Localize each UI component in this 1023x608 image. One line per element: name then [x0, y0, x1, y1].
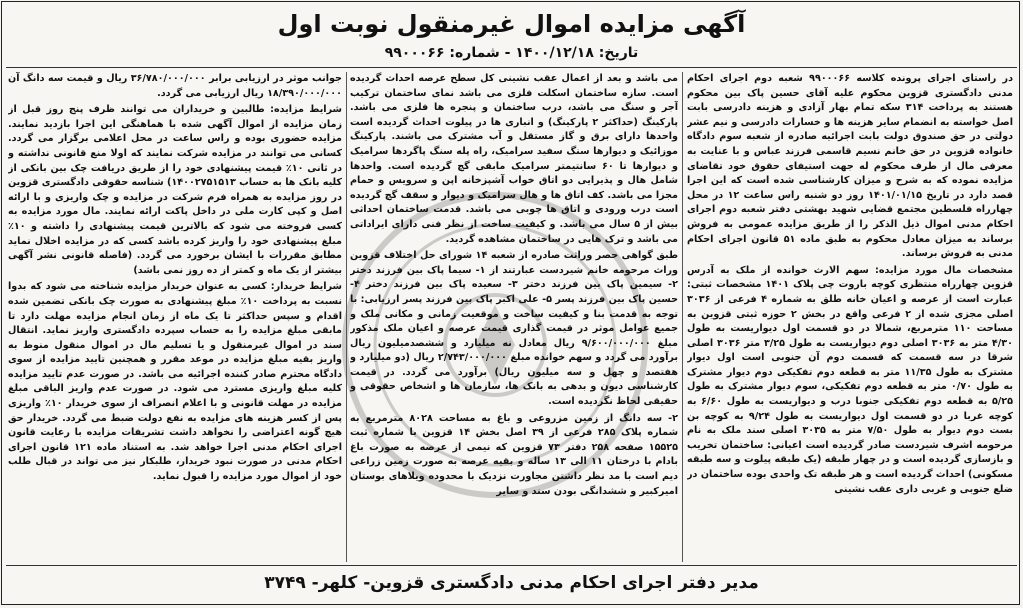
column-right	[687, 72, 1013, 562]
top-divider	[6, 67, 1017, 68]
intro-paragraph: در راستای اجرای پرونده کلاسه ۹۹۰۰۰۶۶ شعبه دوم اجرای احکام مدنی دادگستری قزوین محکوم علیه آقای حسین پاک بین محکوم هستند به پرداخت ۳۱۴ سکه تمام بهار آزادی و هزینه دادرسی بابت اصل خواسته به انضمام سایر هزینه ها و خسارات دادرسی و نیم عشر دولتی در حق صندوق دولت بابت اجرائیه صادره از شعبه سوم دادگاه خانواده قزوین در حق خانم نسیم قاسمی فرزند عباس و با عنایت به معرفی مال از طرف محکوم له جهت استیفای حقوق خود تقاضای مزایده نموده که به شرح و میزان کارشناسی شده است که این اجرا قصد دارد در تاریخ ۱۴۰۱/۰۱/۱۵ روز دو شنبه راس ساعت ۱۲ در محل چهارراه فلسطین مجتمع قضایی شهید بهشتی دفتر شعبه دوم اجرای احکام مدنی اموال ذیل الذکر را از طریق مزایده عمومی به فروش برساند به میزان معادل محکوم به طبق ماده ۵۱ قانون اجرای احکام مدنی به فروش برساند.	[687, 73, 1013, 260]
notice-date-number: تاریخ: ۱۴۰۰/۱۲/۱۸ - شماره: ۹۹۰۰۰۶۶	[384, 45, 639, 61]
auction-conditions-text: طالبین و خریداران می توانند ظرف پنج روز قبل از زمان مزایده از اموال آگهی شده با هماهنگی این اجرا بازدید نمایند. مزایده حضوری بوده و راس ساعت در محل اعلامی برگزار می گردد. کسانی می توانند در مزایده شرکت نمایند که اولا منع قانونی نداشته و در ثانی ۱۰٪ قیمت پیشنهادی خود را از طریق دریافت چک بین بانکی از کلیه بانک ها به حساب ۱۴۰۰۲۷۵۱۵۱۳) شناسه حقوقی دادگستری قزوین در روز مزایده به همراه فرم شرکت در مزایده و چک واریزی و با ارائه اصل و کپی کارت ملی در داخل پاکت ارائه نمایند. مال مورد مزایده به کسی فروخته می شود که بالاترین قیمت پیشنهادی را داشته و ۱۰٪ مبلغ پیشنهادی خود را واریز کرده باشد کسی که در مزایده اخلال نماید مطابق مقررات با ایشان برخورد می گردد. (فاصله قانونی نشر آگهی بیشتر از یک ماه و کمتر از ده روز نمی باشد)	[8, 104, 342, 276]
column-divider-right	[682, 72, 683, 562]
signature-footer: مدیر دفتر اجرای احکام مدنی دادگستری قزوین- کلهر- ۳۷۴۹	[264, 573, 759, 593]
column-middle	[350, 72, 678, 562]
buyer-conditions-label: شرایط خریدار:	[270, 281, 342, 293]
buyer-conditions-paragraph	[8, 280, 342, 484]
auction-conditions-paragraph	[8, 103, 342, 278]
buyer-conditions-text: کسی به عنوان خریدار مزایده شناخته می شود که بدوا نسبت به پرداخت ۱۰٪ مبلغ پیشنهادی به صورت چک بانکی تضمین شده اقدام و سپس حداکثر تا یک ماه از زمان انجام مزایده مهلت دارد تا مابقی مبلغ مزایده را به حساب سپرده دادگستری واریز نماید. انتقال سند در اموال غیرمنقول و یا تسلیم مال در اموال منقول منوط به واریز بقیه مبلغ مزایده در موعد مقرر و همچنین تایید مزایده از سوی دادگاه محترم صادر کننده اجرائیه می باشد. در صورت عدم تایید مزایده کلیه مبلغ واریزی مسترد می شود. در صورت عدم واریز الباقی مبلغ مزایده در مهلت قانونی و با اعلام انصراف از سوی خریدار ۱۰٪ واریزی پس از کسر هزینه های مزایده به نفع دولت ضبط می گردد. خریدار حق هیچ گونه اعتراضی را نخواهد داشت تشریفات مزایده با رعایت قانون اجرای احکام مدنی اجرا خواهد شد. به استناد ماده ۱۲۱ قانون اجرای احکام مدنی در صورت نبود خریدار، طلبکار نیز می تواند در قبال طلب خود از اموال مورد مزایده را قبول نماید.	[8, 281, 342, 483]
second-property-paragraph: ۲- سه دانگ از زمین مزروعی و باغ به مساحت ۸۰۲۸ مترمربع به شماره پلاک ۲۸۵ فرعی از ۳۹ اصل بخش ۱۴ قزوین با شماره ثبت ۱۵۵۲۵ صفحه ۲۵۸ دفتر ۷۳ قزوین که نیمی از عرصه به صورت باغ بادام با درختان ۱۱ الی ۱۳ ساله و بقیه عرصه به صورت زمین زراعی دیم است با مد نظر داشتن مجاورت نزدیک با محدوده ویلاهای بوستان امیرکبیر و ششدانگی بودن سند و سایر	[350, 412, 678, 497]
building-description-paragraph: می باشد و بعد از اعمال عقب نشینی کل سطح عرصه احداث گردیده است. سازه ساختمان اسکلت فلزی می باشد نمای ساختمان ترکیب آجر و سنگ می باشد، درب ساختمان و پنجره ها فلزی می باشد. پارکینگ (حداکثر ۲ پارکینگ) و انباری ها در پیلوت احداث گردیده است واحدها دارای برق و گاز مستقل و آب مشترک می باشند. پارکینگ موزائیک و دیوارها سنگ سفید سرامیک، راه پله سنگ پاگردها سرامیک و دیوارها تا ۶۰ سانتیمتر سرامیک مابقی گچ گردیده است. واحدها شامل هال و پذیرایی دو اتاق خواب آشپزخانه اپن و سرویس و حمام مجزا می باشد. کف اتاق ها و هال سرامیک و دیوار و سقف گچ گردیده است درب ورودی و اتاق ها چوبی می باشد. قدمت ساختمان احداثی بیش از ۵ سال می باشد. و کیفیت ساخت از نظر فنی دارای ایراداتی می باشد و ترک هایی در ساختمان مشاهده گردید.	[350, 73, 678, 245]
property-spec-text: سهم الارث خوانده از ملک به آدرس قزوین چهارراه منتظری کوچه باروت چی پلاک ۱۴۰۱ مشخصات ثبتی: عبارت است از عرصه و اعیان خانه طلق به شماره ۴ فرعی از ۳۰۳۶ اصلی مجزی شده از ۲ فرعی واقع در بخش ۲ حوزه ثبتی قزوین به مساحت ۱۱۰ مترمربع، شمالا در دو قسمت اول دیواریست به طول ۴/۳۰ متر به ۳۰۳۶ اصلی دوم دیواریست به طول ۳/۲۵ متر ۳۰۳۶ اصلی شرقا در سه قسمت که قسمت دوم آن جنوبی است اول دیوار مشترک به طول ۱۱/۳۵ متر به قطعه دوم تفکیکی دوم دیوار مشترک به طول ۰/۷۰ متر به قطعه دوم تفکیکی، سوم دیوار مشترک به طول ۵/۲۵ به قطعه دوم تفکیکی جنوبا درب و دیواریست به طول ۶/۶۰ به کوچه غربا در دو قسمت اول دیواریست به طول ۹/۲۴ به کوچه بن بست دوم دیوار به طول ۷/۵۰ متر به ۳۰۳۵ اصلی سند ملک به نام مرحومه اشرف شیردست صادر گردیده است اعیانی: ساختمان تخریب و بازسازی گردیده است و در چهار طبقه (یک طبقه پیلوت و سه طبقه مسکونی) احداث گردیده است و هر طبقه تک واحدی بوده ساختمان در ضلع جنوبی و غربی داری عقب نشینی	[687, 264, 1013, 495]
property-spec-paragraph	[687, 264, 1013, 498]
heirs-valuation-paragraph: طبق گواهی حصر وراثت صادره از شعبه ۱۴ شورای حل اختلاف قزوین وراث مرحومه خانم شیردست عبارتند از ۱- سیما پاک بین فرزند دختر ۲- سیمین پاک بین فرزند دختر ۳- سعیده پاک بین فرزند دختر ۴- حسین پاک بین فرزند پسر ۵- علی اکبر پاک بین فرزند پسر ارزیابی: با توجه به قدمت بنا و کیفیت ساخت و موقعیت زمانی و مکانی ملک و جمیع عوامل موثر در قیمت گذاری قیمت عرصه و اعیان ملک مذکور مبلغ ۹/۶۰۰/۰۰۰/۰۰۰ ریال معادل نه میلیارد و ششصدمیلیون ریال برآورد می گردد و سهم خوانده مبلغ ۲/۷۴۳/۰۰۰/۰۰۰ ریال (دو میلیارد و هفتصد و چهل و سه میلیون ریال) برآورد می گردد. در قیمت کارشناسی دیون و بدهی به بانک ها، سازمان ها و اشخاص حقوقی و حقیقی لحاظ نگردیده است.	[350, 250, 678, 408]
valuation-continuation: جوانب موثر در ارزیابی برابر ۳۶/۷۸۰/۰۰۰/۰۰۰ ریال و قیمت سه دانگ آن ۱۸/۳۹۰/۰۰۰/۰۰۰ ریال ارزیابی می گردد.	[8, 73, 342, 99]
column-divider-left	[346, 72, 347, 562]
auction-conditions-label: شرایط مزایده:	[270, 104, 342, 116]
notice-title: آگهی مزایده اموال غیرمنقول نوبت اول	[277, 10, 746, 38]
property-spec-label: مشخصات مال مورد مزایده:	[875, 264, 1013, 276]
column-left	[8, 72, 342, 562]
bottom-divider	[6, 565, 1017, 566]
